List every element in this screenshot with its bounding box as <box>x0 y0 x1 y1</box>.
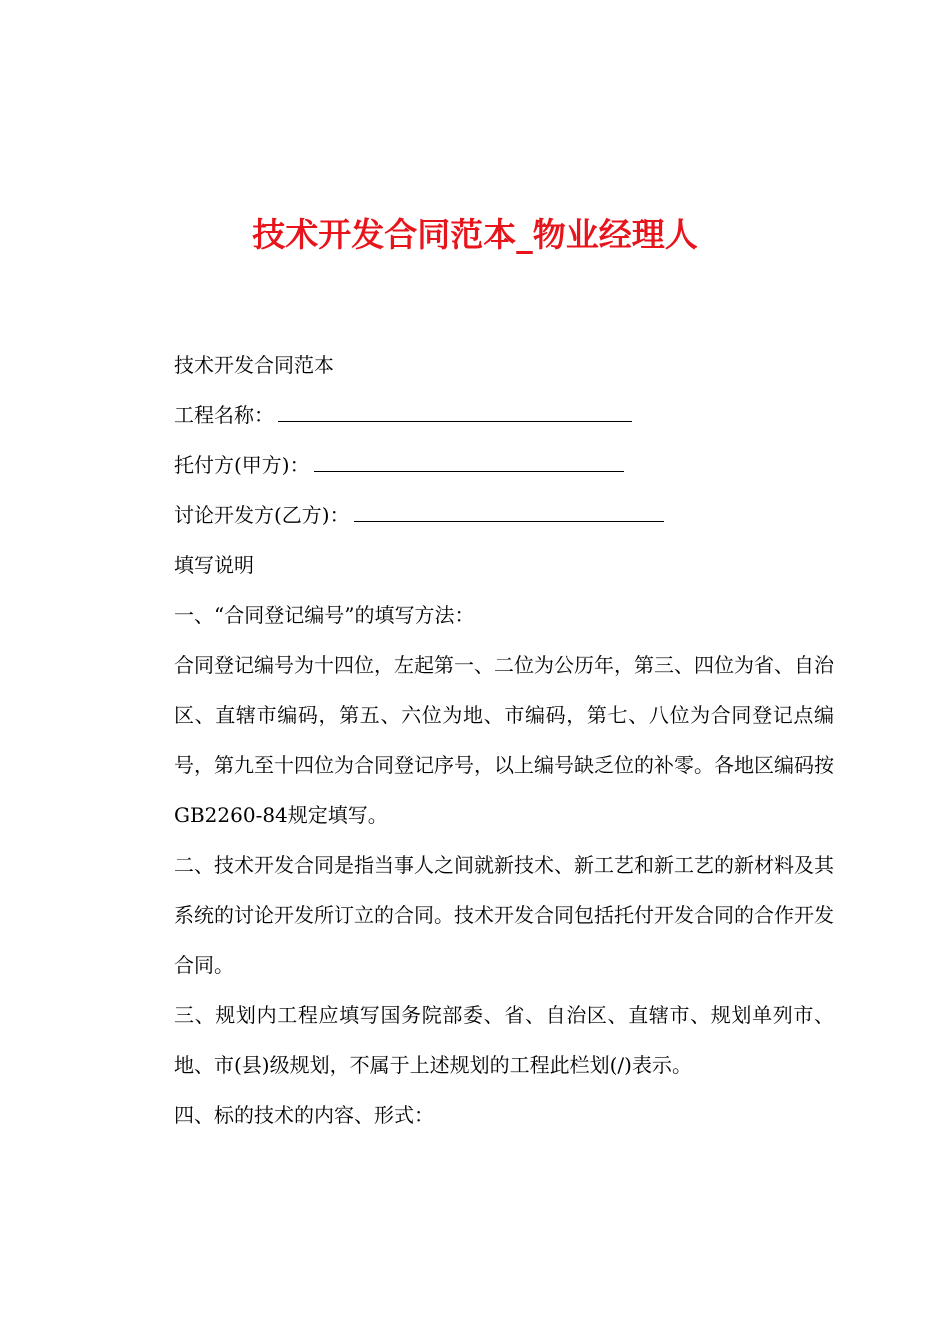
instructions-heading: 填写说明 <box>174 553 254 577</box>
document-body <box>174 340 834 1140</box>
document-title: 技术开发合同范本_物业经理人 <box>252 215 698 254</box>
paragraph-registration-number: 合同登记编号为十四位，左起第一、二位为公历年，第三、四位为省、自治区、直辖市编码，第五、六位为地、市编码，第七、八位为合同登记点编号，第九至十四位为合同登记序号，以上编号缺乏位的补零。各地区编码按GB2260-84规定填写。 <box>174 653 834 827</box>
project-name-row <box>174 390 834 440</box>
client-label: 托付方(甲方)： <box>174 453 310 477</box>
client-blank <box>314 455 624 472</box>
developer-label: 讨论开发方(乙方)： <box>174 503 350 527</box>
paragraph-section-4: 四、标的技术的内容、形式： <box>174 1103 434 1127</box>
client-row <box>174 440 834 490</box>
developer-blank <box>354 505 664 522</box>
paragraph-section-3: 三、规划内工程应填写国务院部委、省、自治区、直辖市、规划单列市、地、市(县)级规划，不属于上述规划的工程此栏划(/)表示。 <box>174 1003 834 1077</box>
section-1-title: 一、“合同登记编号”的填写方法： <box>174 603 475 627</box>
developer-row <box>174 490 834 540</box>
project-name-blank <box>278 405 632 422</box>
project-name-label: 工程名称： <box>174 403 274 427</box>
paragraph-section-2: 二、技术开发合同是指当事人之间就新技术、新工艺和新工艺的新材料及其系统的讨论开发所订立的合同。技术开发合同包括托付开发合同的合作开发合同。 <box>174 853 834 977</box>
contract-heading: 技术开发合同范本 <box>174 353 334 377</box>
